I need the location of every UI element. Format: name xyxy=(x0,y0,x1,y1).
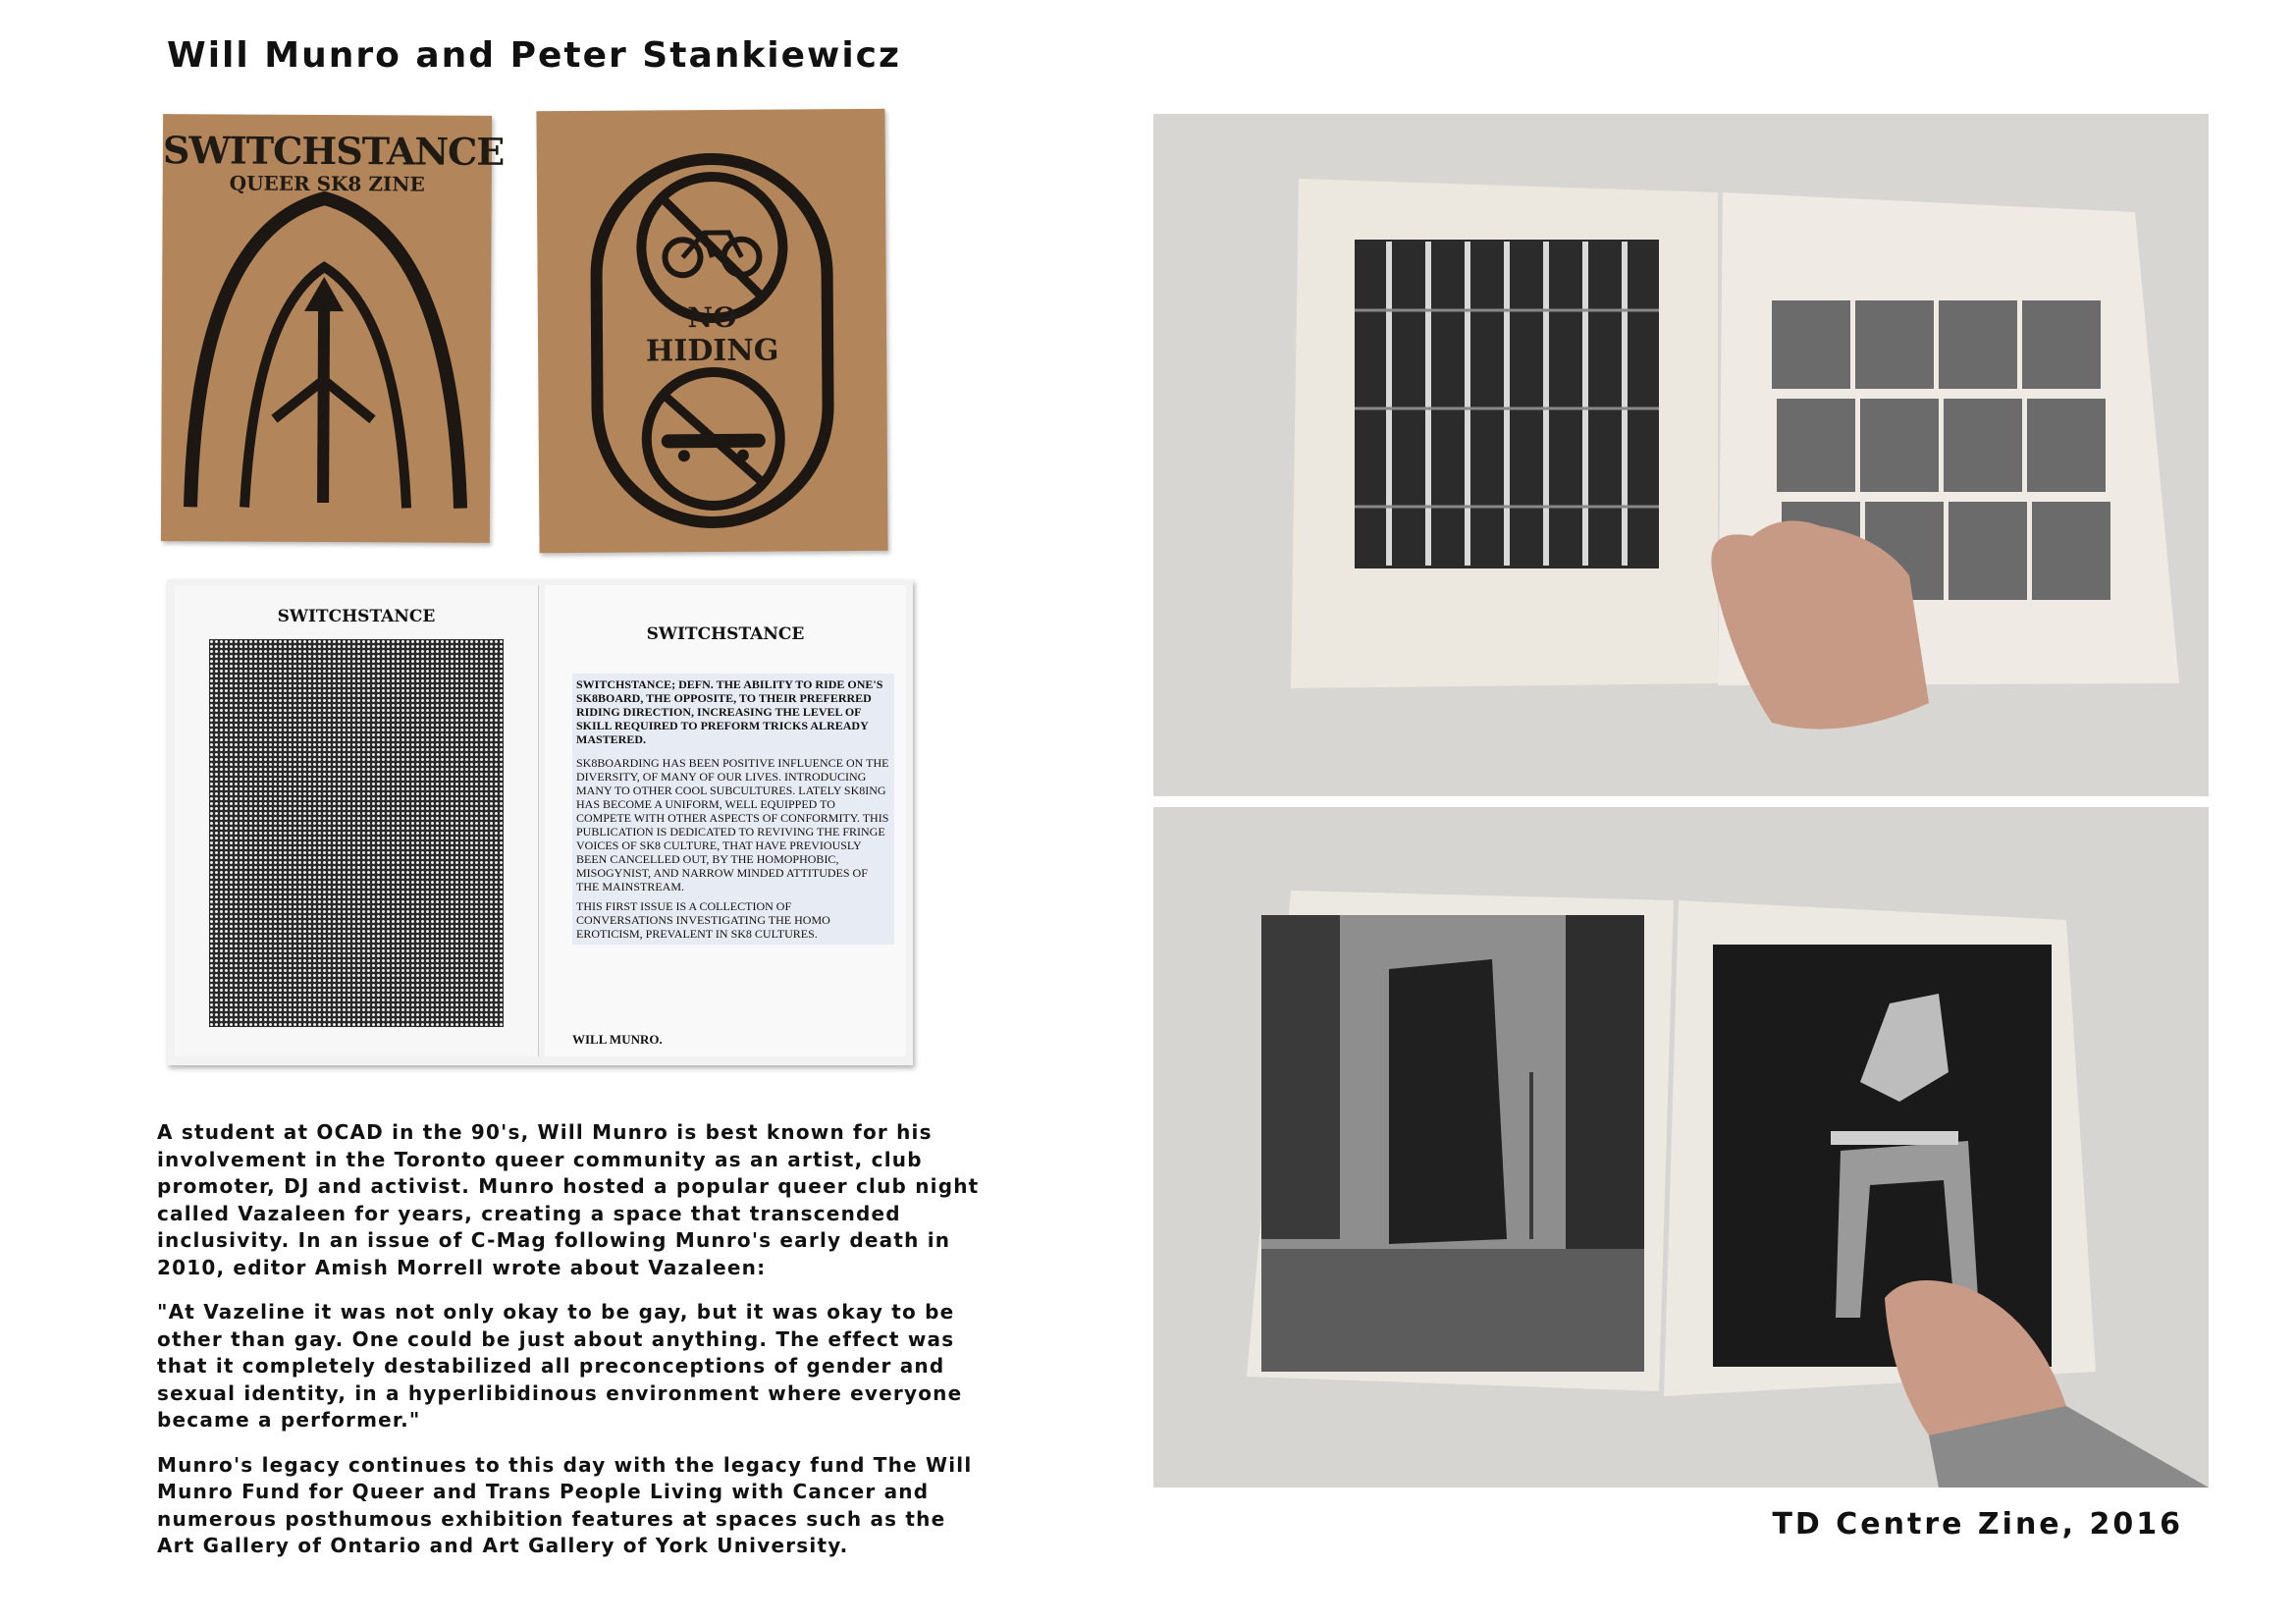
manifesto-signature: WILL MUNRO. xyxy=(572,1032,663,1047)
zine-cover-subtitle: QUEER SK8 ZINE xyxy=(229,171,425,196)
spread-right-page xyxy=(545,585,906,1056)
body-paragraph: Munro's legacy continues to this day with the legacy fund The Will Munro Fund for Queer and Trans People Living with Cancer and numerous posthumous exhibition features at spaces such as the Art Gallery of Ontario and Art Gallery of York University. xyxy=(157,1452,973,1557)
zine-cover-back xyxy=(536,109,887,553)
photo-caption: TD Centre Zine, 2016 xyxy=(1772,1507,2183,1542)
zine-cover-front xyxy=(161,114,505,543)
body-quote: "At Vazeline it was not only okay to be gay, but it was okay to be other than gay. One could be just about anything. The effect was that it completely destabilized all preconceptions of gender and sexual identity, in a hyperlibidinous environment where everyone became a performer." xyxy=(157,1300,963,1432)
manifesto-paragraph: THIS FIRST ISSUE IS A COLLECTION OF CONVERSATIONS INVESTIGATING THE HOMO EROTICISM, PREVALENT IN SK8 CULTURES. xyxy=(576,899,830,941)
book-photo-illustration xyxy=(1153,807,2209,1488)
manifesto-paragraph: SK8BOARDING HAS BEEN POSITIVE INFLUENCE ON THE DIVERSITY, OF MANY OF OUR LIVES. INTRODUCING MANY TO OTHER COOL SUBCULTURES. LATELY SK8ING HAS BECOME A UNIFORM, WELL EQUIPPED TO COMPETE WITH OTHER ASPECTS OF CONFORMITY. THIS PUBLICATION IS DEDICATED TO REVIVING THE FRINGE VOICES OF SK8 CULTURE, THAT HAVE PREVIOUSLY BEEN CANCELLED OUT, BY THE HOMOPHOBIC, MISOGYNIST, AND NARROW MINDED ATTITUDES OF THE MAINSTREAM. xyxy=(576,756,889,893)
right-page-heading: SWITCHSTANCE xyxy=(646,624,805,644)
left-page-heading: SWITCHSTANCE xyxy=(277,607,436,626)
manifesto-text xyxy=(572,674,894,945)
sign-text-no: NO xyxy=(687,300,737,335)
zine-cover-title: SWITCHSTANCE xyxy=(162,128,505,174)
photo-td-centre-zine-spread-2 xyxy=(1153,807,2209,1488)
spread-left-page xyxy=(175,585,539,1056)
halftone-photo xyxy=(209,639,504,1027)
photo-td-centre-zine-spread-1 xyxy=(1153,114,2209,796)
manifesto-paragraph: SWITCHSTANCE; DEFN. THE ABILITY TO RIDE ONE'S SK8BOARD, THE OPPOSITE, TO THEIR PREFERRED RIDING DIRECTION, INCREASING THE LEVEL OF SKILL REQUIRED TO PREFORM TRICKS ALREADY MASTERED. xyxy=(576,677,883,746)
body-paragraph: A student at OCAD in the 90's, Will Munro is best known for his involvement in the Toronto queer community as an artist, club promoter, DJ and activist. Munro hosted a popular queer club night called Vazaleen for years, creating a space that transcended inclusivity. In an issue of C-Mag following Munro's early death in 2010, editor Amish Morrell wrote about Vazaleen: xyxy=(157,1120,980,1279)
arrowhead-artwork xyxy=(161,114,505,543)
zine-open-spread xyxy=(167,579,913,1065)
sign-text-hiding: HIDING xyxy=(645,333,779,369)
page-title: Will Munro and Peter Stankiewicz xyxy=(167,35,901,76)
body-text xyxy=(157,1119,991,1578)
book-photo-illustration xyxy=(1153,114,2209,796)
